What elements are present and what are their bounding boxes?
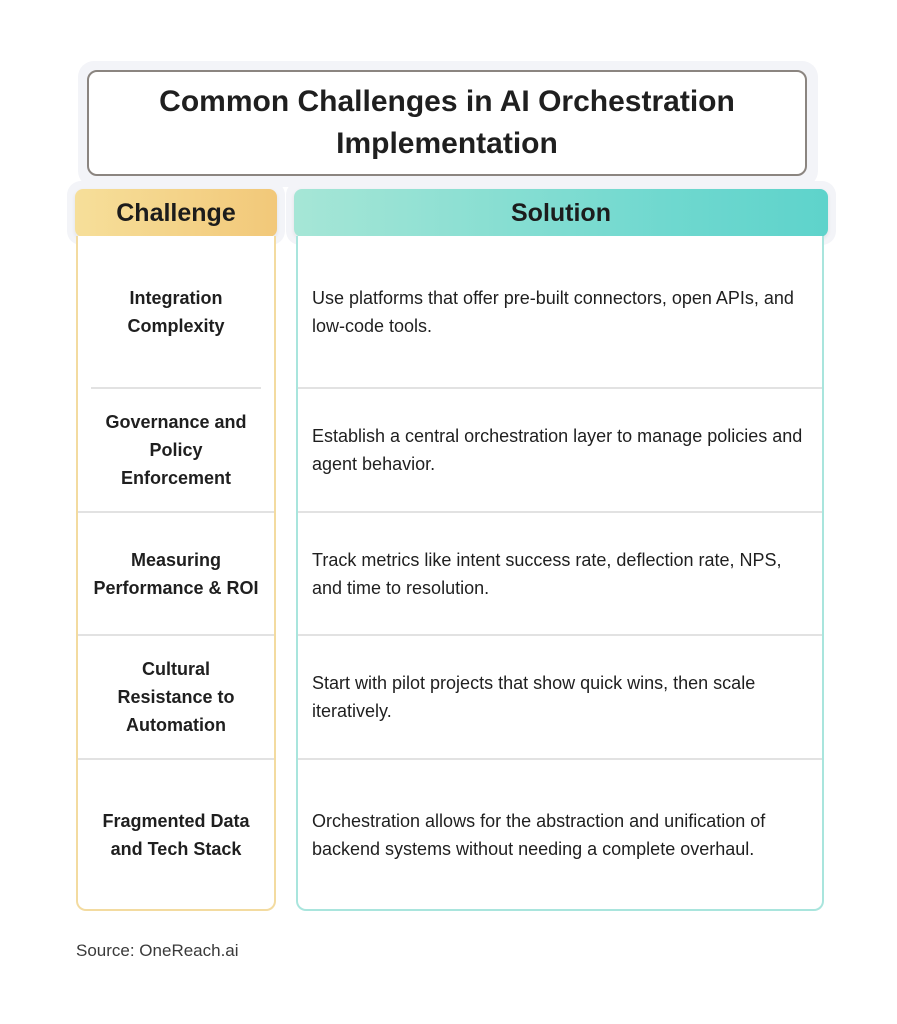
- solution-column-header: Solution: [294, 189, 828, 237]
- solution-cell: Establish a central orchestration layer to manage policies and agent behavior.: [298, 389, 822, 513]
- solution-cell: Start with pilot projects that show quick wins, then scale iteratively.: [298, 636, 822, 760]
- solution-column: [296, 236, 824, 911]
- challenge-cell: Fragmented Data and Tech Stack: [102, 810, 250, 859]
- challenge-cell: Measuring Performance & ROI: [78, 513, 274, 636]
- challenge-cell: Governance and Policy Enforcement: [78, 389, 274, 513]
- solution-cell: Orchestration allows for the abstraction and unification of backend systems without needing a complete overhaul.: [312, 810, 766, 859]
- challenge-column-header: Challenge: [75, 189, 277, 237]
- challenge-cell: Integration Complexity: [91, 236, 261, 389]
- solution-cell: Track metrics like intent success rate, deflection rate, NPS, and time to resolution.: [298, 513, 822, 636]
- page-title: Common Challenges in AI Orchestration Implementation: [159, 85, 735, 160]
- solution-cell: Use platforms that offer pre-built connectors, open APIs, and low-code tools.: [298, 236, 822, 389]
- title-frame: [78, 61, 818, 187]
- challenge-cell: Cultural Resistance to Automation: [78, 636, 274, 760]
- source-note: Source: OneReach.ai: [76, 941, 239, 960]
- title-box: [87, 70, 807, 176]
- challenge-column: [76, 236, 276, 911]
